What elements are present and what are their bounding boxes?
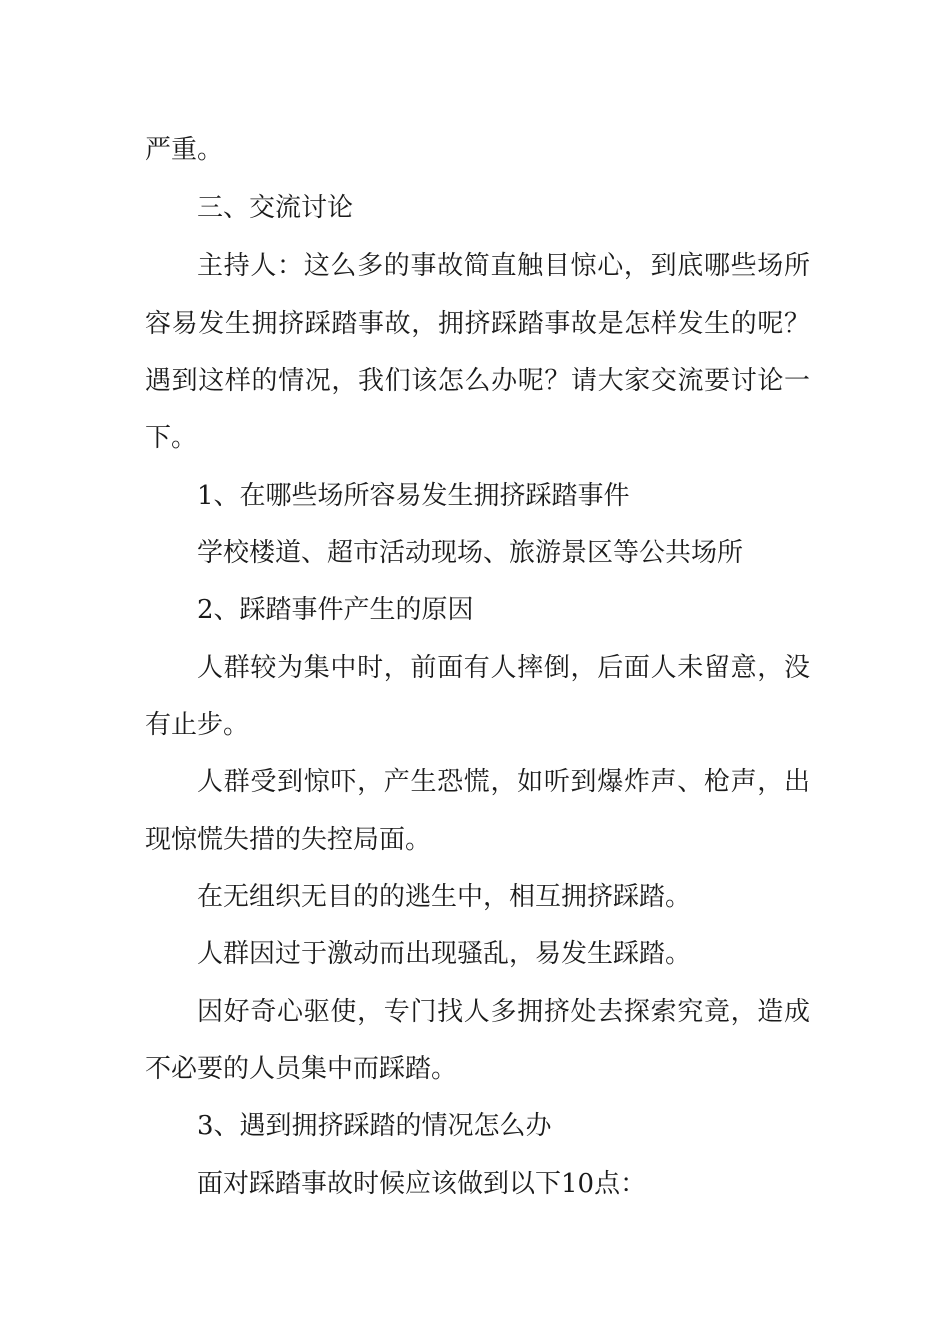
subheading-2: 2、踩踏事件产生的原因 [197, 595, 474, 625]
paragraph-continuation: 严重。 [145, 135, 224, 165]
ten-points-intro: 面对踩踏事故时候应该做到以下10点： [197, 1169, 647, 1199]
cause-2-line-1: 人群受到惊吓，产生恐慌，如听到爆炸声、枪声，出 [197, 767, 810, 797]
cause-2-line-2: 现惊慌失措的失控局面。 [145, 825, 432, 855]
section-heading: 三、交流讨论 [197, 193, 354, 223]
host-paragraph-line-4: 下。 [145, 423, 198, 453]
cause-1-line-2: 有止步。 [145, 710, 250, 740]
cause-5-line-2: 不必要的人员集中而踩踏。 [145, 1054, 458, 1084]
cause-1-line-1: 人群较为集中时，前面有人摔倒，后面人未留意，没 [197, 653, 810, 683]
cause-4: 人群因过于激动而出现骚乱，易发生踩踏。 [197, 939, 692, 969]
host-paragraph-line-2: 容易发生拥挤踩踏事故，拥挤踩踏事故是怎样发生的呢？ [145, 309, 810, 339]
host-paragraph-line-1: 主持人：这么多的事故简直触目惊心，到底哪些场所 [197, 251, 810, 281]
host-paragraph-line-3: 遇到这样的情况，我们该怎么办呢？请大家交流要讨论一 [145, 366, 810, 396]
cause-5-line-1: 因好奇心驱使，专门找人多拥挤处去探索究竟，造成 [197, 997, 810, 1027]
places-paragraph: 学校楼道、超市活动现场、旅游景区等公共场所 [197, 538, 744, 568]
subheading-3: 3、遇到拥挤踩踏的情况怎么办 [197, 1111, 552, 1141]
subheading-1: 1、在哪些场所容易发生拥挤踩踏事件 [197, 481, 630, 511]
cause-3: 在无组织无目的的逃生中，相互拥挤踩踏。 [197, 882, 692, 912]
